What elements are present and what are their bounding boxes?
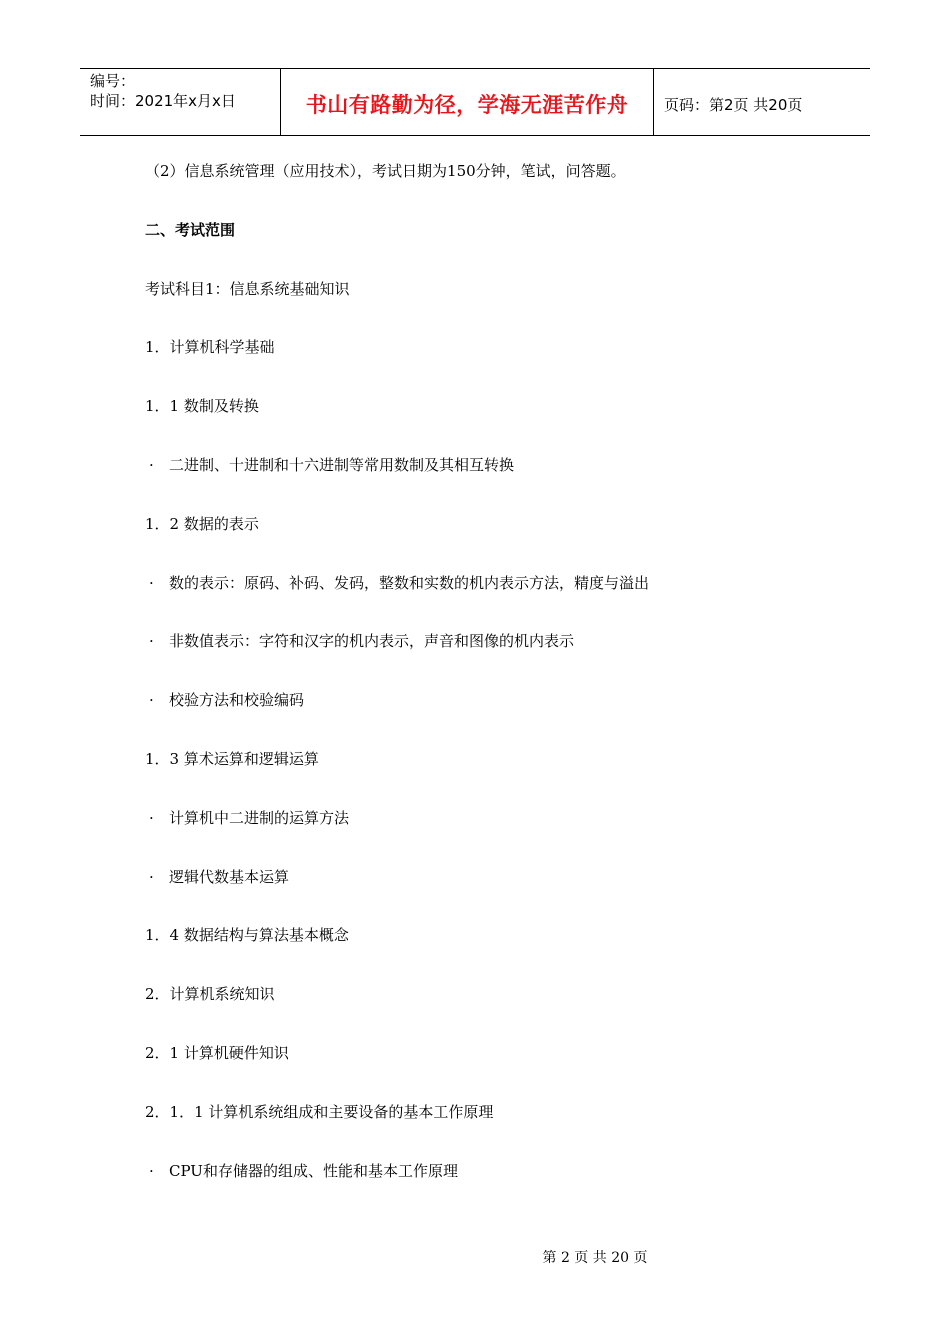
line-text: 二、考试范围 — [145, 221, 236, 239]
text-line — [145, 925, 349, 945]
bullet-dot: · — [149, 632, 154, 650]
line-text: 1．计算机科学基础 — [145, 338, 275, 356]
bullet-item — [145, 690, 304, 710]
bullet-dot: · — [149, 809, 154, 827]
line-text: 1．2 数据的表示 — [145, 515, 259, 533]
bullet-dot: · — [149, 1162, 154, 1180]
page-header — [80, 68, 870, 136]
line-text: 2．1．1 计算机系统组成和主要设备的基本工作原理 — [145, 1103, 494, 1121]
bullet-dot: · — [149, 574, 154, 592]
text-line — [145, 1102, 493, 1122]
number-label: 编号： — [90, 72, 136, 90]
text-line — [145, 514, 259, 534]
bullet-item — [145, 867, 289, 887]
line-text: 二进制、十进制和十六进制等常用数制及其相互转换 — [169, 456, 515, 474]
page-footer: 第 2 页 共 20 页 — [542, 1250, 648, 1266]
line-text: 逻辑代数基本运算 — [169, 868, 290, 886]
line-text: 非数值表示：字符和汉字的机内表示，声音和图像的机内表示 — [169, 632, 575, 650]
bullet-item — [145, 1161, 458, 1181]
bullet-dot: · — [149, 691, 154, 709]
header-meta — [80, 69, 281, 135]
text-line — [145, 279, 350, 299]
bullet-item — [145, 455, 514, 475]
bullet-item — [145, 631, 574, 651]
text-line — [145, 161, 626, 181]
text-line — [145, 396, 259, 416]
line-text: 1．4 数据结构与算法基本概念 — [145, 926, 349, 944]
header-page-info: 页码：第2页 共20页 — [664, 95, 803, 114]
bullet-dot: · — [149, 456, 154, 474]
text-line — [145, 749, 319, 769]
line-text: 1．3 算术运算和逻辑运算 — [145, 750, 319, 768]
bullet-item — [145, 573, 649, 593]
line-text: 2．1 计算机硬件知识 — [145, 1044, 289, 1062]
time-label: 时间：2021年x月x日 — [90, 92, 236, 110]
line-text: 考试科目1：信息系统基础知识 — [145, 280, 350, 298]
line-text: CPU和存储器的组成、性能和基本工作原理 — [169, 1162, 458, 1180]
line-text: 1．1 数制及转换 — [145, 397, 259, 415]
text-line — [145, 1043, 289, 1063]
line-text: 2．计算机系统知识 — [145, 985, 275, 1003]
line-text: 数的表示：原码、补码、发码，整数和实数的机内表示方法，精度与溢出 — [169, 574, 650, 592]
header-motto: 书山有路勤为径，学海无涯苦作舟 — [281, 69, 654, 135]
bullet-dot: · — [149, 868, 154, 886]
bullet-item — [145, 808, 349, 828]
text-line — [145, 984, 275, 1004]
text-line — [145, 337, 275, 357]
line-text: 校验方法和校验编码 — [169, 691, 305, 709]
section-heading — [145, 220, 235, 240]
line-text: （2）信息系统管理（应用技术），考试日期为150分钟，笔试，问答题。 — [145, 162, 626, 180]
line-text: 计算机中二进制的运算方法 — [169, 809, 350, 827]
